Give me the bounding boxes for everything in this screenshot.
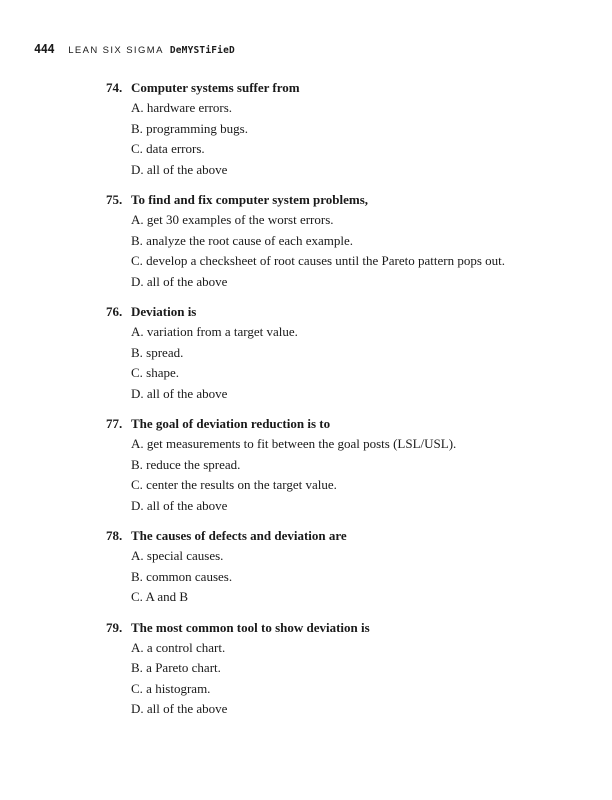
option-b: B. programming bugs. [131, 120, 248, 136]
option-a: A. hardware errors. [131, 100, 233, 115]
option-d: D. all of the above [131, 161, 228, 177]
option-c: C. data errors. [131, 141, 205, 156]
option-a: A. variation from a target value. [131, 324, 298, 339]
question-74 [106, 78, 576, 180]
option-d: D. all of the above [131, 701, 228, 716]
option-b: B. common causes. [131, 568, 233, 584]
question-76 [106, 302, 576, 404]
question-79 [106, 618, 576, 720]
question-number: 77. [106, 416, 123, 431]
option-c: C. A and B [131, 589, 189, 604]
option-c: C. a histogram. [131, 680, 211, 696]
option-a: A. get 30 examples of the worst errors. [131, 212, 334, 227]
question-stem [106, 78, 576, 98]
question-stem [106, 414, 576, 434]
question-stem [106, 190, 576, 210]
option-c: C. center the results on the target value. [131, 477, 337, 492]
question-number: 74. [106, 80, 123, 95]
option-d: D. all of the above [131, 497, 228, 513]
option-a: A. get measurements to fit between the goal posts (LSL/USL). [131, 436, 457, 451]
question-stem [106, 618, 576, 638]
question-text: Deviation is [131, 304, 197, 319]
question-text: The goal of deviation reduction is to [131, 416, 331, 431]
series-brand: DeMYSTiFieD [169, 45, 235, 56]
page-number: 444 [34, 42, 55, 56]
option-d: D. all of the above [131, 273, 228, 289]
question-list [106, 78, 576, 730]
question-text: The most common tool to show deviation is [131, 619, 370, 635]
question-77 [106, 414, 576, 516]
book-title: LEAN SIX SIGMA [68, 45, 164, 56]
option-b: B. spread. [131, 344, 184, 360]
question-stem [106, 526, 576, 546]
question-78 [106, 526, 576, 608]
option-b: B. reduce the spread. [131, 456, 241, 472]
option-b: B. analyze the root cause of each example. [131, 232, 353, 248]
question-stem [106, 302, 576, 322]
option-a: A. a control chart. [131, 639, 226, 655]
option-c: C. develop a checksheet of root causes until the Pareto pattern pops out. [131, 253, 506, 268]
question-number: 75. [106, 192, 123, 207]
option-b: B. a Pareto chart. [131, 660, 221, 675]
option-a: A. special causes. [131, 548, 224, 563]
question-text: The causes of defects and deviation are [131, 528, 347, 543]
question-number: 76. [106, 304, 123, 319]
question-75 [106, 190, 576, 292]
option-d: D. all of the above [131, 385, 228, 401]
question-number: 78. [106, 528, 123, 543]
running-header [34, 42, 235, 56]
option-c: C. shape. [131, 365, 180, 380]
question-text: Computer systems suffer from [131, 80, 300, 95]
question-number: 79. [106, 619, 123, 635]
question-text: To find and fix computer system problems, [131, 192, 369, 207]
